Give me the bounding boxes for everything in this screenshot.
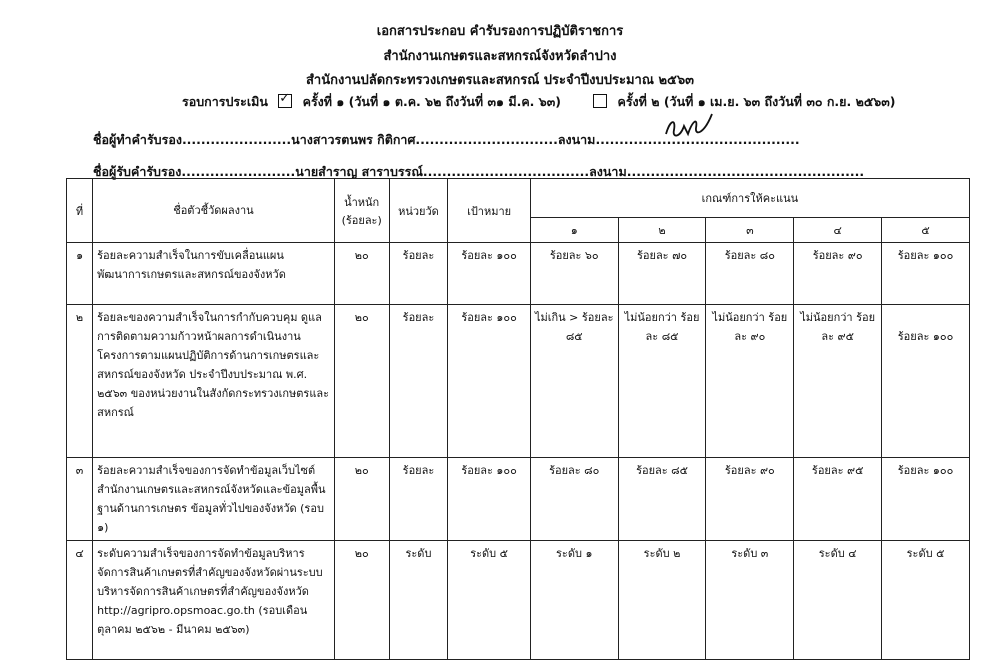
row-weight: ๒๐ (334, 305, 389, 458)
row-criteria-5: ร้อยละ ๑๐๐ (882, 243, 970, 305)
handwritten-signature (660, 108, 720, 144)
row-unit: ร้อยละ (389, 305, 448, 458)
round-label: รอบการประเมิน (182, 94, 268, 109)
row-criteria-3: ร้อยละ ๙๐ (706, 458, 794, 541)
receiver-dots: ........................ (181, 164, 296, 179)
row-no: ๑ (67, 243, 93, 305)
row-no: ๒ (67, 305, 93, 458)
table-row (67, 305, 970, 458)
round-1-label: ครั้งที่ ๑ (วันที่ ๑ ต.ค. ๖๒ ถึงวันที่ ๓๑ มี.ค. ๖๓) (302, 94, 561, 109)
row-criteria-1: ระดับ ๑ (530, 541, 618, 660)
row-criteria-2: ระดับ ๒ (618, 541, 706, 660)
indicator-table (66, 178, 970, 660)
row-unit: ร้อยละ (389, 243, 448, 305)
table-row (67, 458, 970, 541)
maker-label: ชื่อผู้ทำคำรับรอง (93, 132, 182, 147)
row-indicator: ร้อยละความสำเร็จของการจัดทำข้อมูลเว็บไซต์สำนักงานเกษตรและสหกรณ์จังหวัดและข้อมูลพื้นฐานด้านการเกษตร ข้อมูลทั่วไปของจังหวัด (รอบ ๑) (93, 458, 335, 541)
row-criteria-5: ร้อยละ ๑๐๐ (882, 305, 970, 458)
row-indicator: ร้อยละของความสำเร็จในการกำกับควบคุม ดูแล การติดตามความก้าวหน้าผลการดำเนินงานโครงการตามแผนปฏิบัติการด้านการเกษตรและสหกรณ์ของจังหวัด ประจำปีงบประมาณ พ.ศ. ๒๕๖๓ ของหน่วยงานในสังกัดกระทรวงเกษตรและสหกรณ์ (93, 305, 335, 458)
row-criteria-4: ไม่น้อยกว่า ร้อยละ ๙๕ (794, 305, 882, 458)
doc-title: เอกสารประกอบ คำรับรองการปฏิบัติราชการ (376, 24, 624, 39)
header-unit: หน่วยวัด (389, 179, 448, 243)
row-criteria-4: ระดับ ๔ (794, 541, 882, 660)
maker-sign-label: ลงนาม (557, 132, 596, 147)
row-criteria-3: ไม่น้อยกว่า ร้อยละ ๙๐ (706, 305, 794, 458)
header-indicator: ชื่อตัวชี้วัดผลงาน (93, 179, 335, 243)
receiver-name: นายสำราญ สาราบรรณ์ (295, 164, 423, 179)
header-level-5: ๕ (882, 218, 970, 243)
row-indicator: ระดับความสำเร็จของการจัดทำข้อมูลบริหารจัดการสินค้าเกษตรที่สำคัญของจังหวัดผ่านระบบบริหารจัดการสินค้าเกษตรที่สำคัญของจังหวัด http://agripro.opsmoac.go.th (รอบเดือนตุลาคม ๒๕๖๒ - มีนาคม ๒๕๖๓) (93, 541, 335, 660)
receiver-sign-label: ลงนาม (589, 164, 627, 179)
row-criteria-4: ร้อยละ ๙๕ (794, 458, 882, 541)
row-weight: ๒๐ (334, 541, 389, 660)
table-header-row (67, 179, 970, 218)
row-criteria-2: ร้อยละ ๗๐ (618, 243, 706, 305)
round-2-checkbox[interactable] (593, 94, 607, 108)
row-target: ร้อยละ ๑๐๐ (448, 305, 530, 458)
row-target: ร้อยละ ๑๐๐ (448, 458, 530, 541)
receiver-signature-row: ชื่อผู้รับคำรับรอง........................นายสำราญ สาราบรรณ์...................................ลงนาม.................................................. (93, 164, 865, 179)
row-criteria-3: ร้อยละ ๘๐ (706, 243, 794, 305)
round-2-label: ครั้งที่ ๒ (วันที่ ๑ เม.ย. ๖๓ ถึงวันที่ ๓๐ ก.ย. ๒๕๖๓) (617, 94, 896, 109)
row-criteria-5: ระดับ ๕ (882, 541, 970, 660)
header-no: ที่ (67, 179, 93, 243)
header-weight: น้ำหนัก (ร้อยละ) (334, 179, 389, 243)
table-row (67, 541, 970, 660)
row-criteria-2: ร้อยละ ๘๕ (618, 458, 706, 541)
receiver-label: ชื่อผู้รับคำรับรอง (93, 164, 182, 179)
org-name: สำนักงานเกษตรและสหกรณ์จังหวัดลำปาง (383, 49, 617, 64)
row-criteria-1: ร้อยละ ๘๐ (530, 458, 618, 541)
row-unit: ระดับ (389, 541, 448, 660)
header-level-4: ๔ (794, 218, 882, 243)
header-level-3: ๓ (706, 218, 794, 243)
row-indicator: ร้อยละความสำเร็จในการขับเคลื่อนแผนพัฒนาการเกษตรและสหกรณ์ของจังหวัด (93, 243, 335, 305)
row-criteria-4: ร้อยละ ๙๐ (794, 243, 882, 305)
row-weight: ๒๐ (334, 243, 389, 305)
table-row (67, 243, 970, 305)
row-target: ระดับ ๕ (448, 541, 530, 660)
header-level-2: ๒ (618, 218, 706, 243)
row-target: ร้อยละ ๑๐๐ (448, 243, 530, 305)
header-target: เป้าหมาย (448, 179, 530, 243)
maker-dots: ....................... (181, 132, 292, 147)
row-criteria-2: ไม่น้อยกว่า ร้อยละ ๘๕ (618, 305, 706, 458)
row-no: ๔ (67, 541, 93, 660)
header-level-1: ๑ (530, 218, 618, 243)
row-criteria-1: ไม่เกิน > ร้อยละ ๘๕ (530, 305, 618, 458)
doc-subtitle: สำนักงานปลัดกระทรวงเกษตรและสหกรณ์ ประจำปีงบประมาณ ๒๕๖๓ (305, 73, 694, 88)
row-weight: ๒๐ (334, 458, 389, 541)
row-criteria-1: ร้อยละ ๖๐ (530, 243, 618, 305)
maker-signature-row: ชื่อผู้ทำคำรับรอง.......................นางสาวรตนพร กิติกาศ..............................ลงนาม........................................... (93, 132, 800, 147)
row-criteria-3: ระดับ ๓ (706, 541, 794, 660)
row-no: ๓ (67, 458, 93, 541)
maker-name: นางสาวรตนพร กิติกาศ (291, 132, 416, 147)
row-criteria-5: ร้อยละ ๑๐๐ (882, 458, 970, 541)
evaluation-round (182, 92, 896, 112)
round-1-checkbox[interactable] (278, 94, 292, 108)
row-unit: ร้อยละ (389, 458, 448, 541)
header-criteria: เกณฑ์การให้คะแนน (530, 179, 969, 218)
